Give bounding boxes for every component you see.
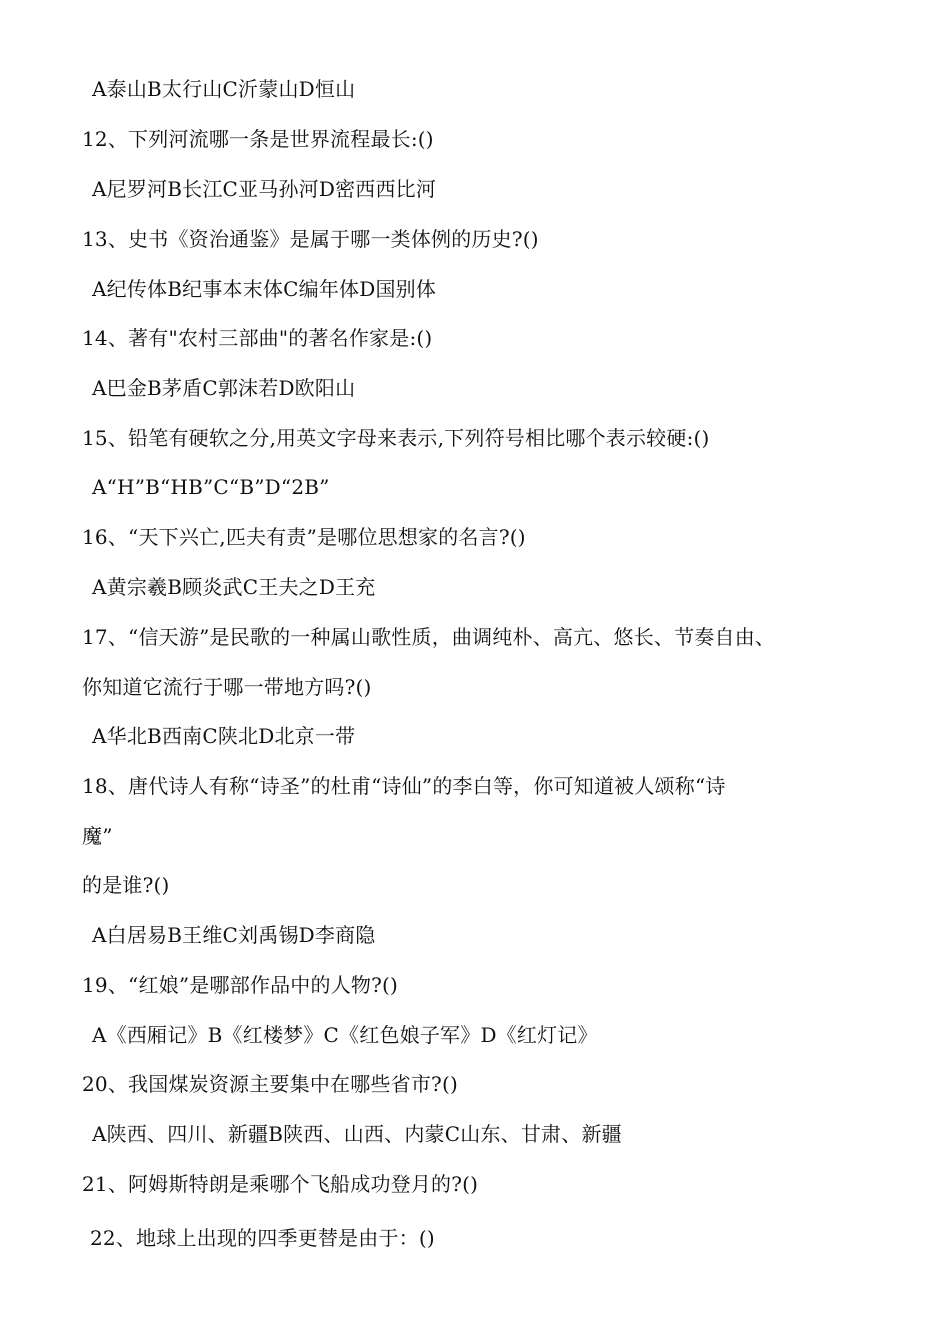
q14-options: A巴金B茅盾C郭沫若D欧阳山 bbox=[92, 376, 356, 400]
q18-options: A白居易B王维C刘禹锡D李商隐 bbox=[92, 923, 376, 947]
q17-question-line2: 你知道它流行于哪一带地方吗?() bbox=[82, 675, 372, 699]
q12-question: 12、下列河流哪一条是世界流程最长:() bbox=[82, 127, 434, 151]
q18-question-line3: 的是谁?() bbox=[82, 873, 170, 897]
q18-question-line1: 18、唐代诗人有称“诗圣”的杜甫“诗仙”的李白等，你可知道被人颂称“诗 bbox=[82, 774, 726, 798]
q19-options: A《西厢记》B《红楼梦》C《红色娘子军》D《红灯记》 bbox=[92, 1023, 598, 1047]
q15-options: A“H”B“HB”C“B”D“2B” bbox=[92, 475, 330, 499]
q12-options: A尼罗河B长江C亚马孙河D密西西比河 bbox=[92, 177, 437, 201]
q13-question: 13、史书《资治通鉴》是属于哪一类体例的历史?() bbox=[82, 227, 539, 251]
q18-question-line2: 魔” bbox=[82, 824, 113, 848]
q20-question: 20、我国煤炭资源主要集中在哪些省市?() bbox=[82, 1072, 458, 1096]
q16-question: 16、“天下兴亡,匹夫有责”是哪位思想家的名言?() bbox=[82, 525, 526, 549]
q13-options: A纪传体B纪事本末体C编年体D国别体 bbox=[92, 277, 437, 301]
q17-question-line1: 17、“信天游”是民歌的一种属山歌性质，曲调纯朴、高亢、悠长、节奏自由、 bbox=[82, 625, 776, 649]
q15-question: 15、铅笔有硬软之分,用英文字母来表示,下列符号相比哪个表示较硬:() bbox=[82, 426, 710, 450]
q21-question: 21、阿姆斯特朗是乘哪个飞船成功登月的?() bbox=[82, 1172, 479, 1196]
q17-options: A华北B西南C陕北D北京一带 bbox=[92, 724, 356, 748]
q22-question: 22、地球上出现的四季更替是由于：() bbox=[90, 1226, 435, 1250]
q16-options: A黄宗羲B顾炎武C王夫之D王充 bbox=[92, 575, 376, 599]
q20-options: A陕西、四川、新疆B陕西、山西、内蒙C山东、甘肃、新疆 bbox=[92, 1122, 622, 1146]
q11-options: A泰山B太行山C沂蒙山D恒山 bbox=[92, 77, 356, 101]
q14-question: 14、著有"农村三部曲"的著名作家是:() bbox=[82, 326, 433, 350]
q19-question: 19、“红娘”是哪部作品中的人物?() bbox=[82, 973, 399, 997]
